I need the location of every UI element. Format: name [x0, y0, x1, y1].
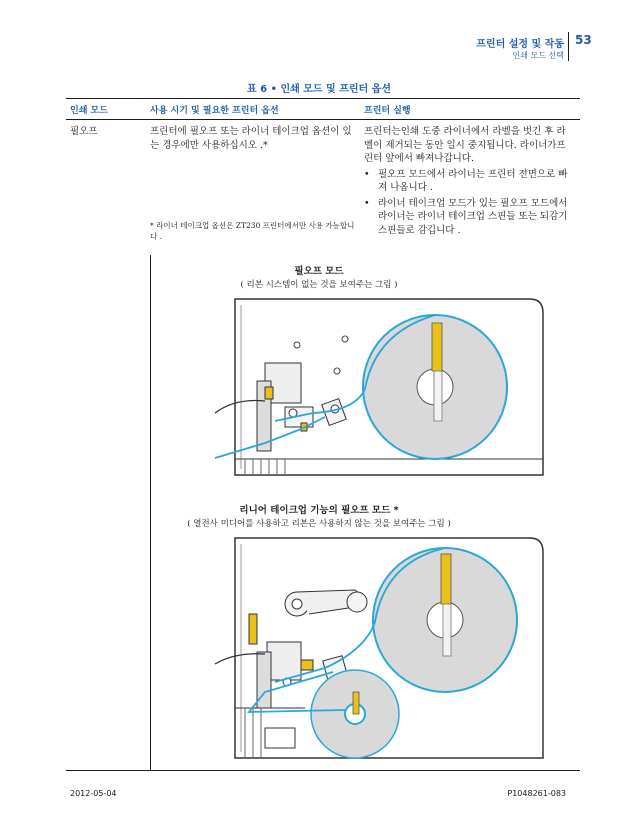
- subsection-title: 인쇄 모드 선택: [512, 51, 564, 60]
- spindle-hub: [292, 599, 302, 609]
- action-bullet: • 필오프 모드에서 라이너는 프린터 전면으로 빠져 나옵니다 .: [364, 168, 568, 193]
- section-title: 프린터 설정 및 작동: [476, 39, 564, 50]
- media-guide-yellow: [432, 323, 442, 371]
- table-bottom-rule: [66, 770, 580, 771]
- row-action: [364, 125, 574, 237]
- base-ribs: [245, 459, 285, 475]
- release-lever: [301, 660, 313, 670]
- figure2-subtitle: ( 열전사 미디어를 사용하고 리본은 사용하지 않는 것을 보여주는 그림 ): [187, 519, 451, 529]
- footer-doc-id: P1048261-083: [507, 789, 566, 798]
- row-action-intro: 프린터는인쇄 도중 라이너에서 라벨을 벗긴 후 라벨이 제거되는 동안 일시 중지됩니다. 라이너가프린터 앞에서 빠져나갑니다.: [364, 126, 566, 164]
- page-number: 53: [575, 33, 592, 47]
- frame-hole: [342, 336, 348, 342]
- printhead-assembly: [267, 642, 301, 680]
- row-mode: 필오프: [70, 126, 98, 137]
- media-hanger: [434, 371, 442, 421]
- action-bullet-text: 필오프 모드에서 라이너는 프린터 전면으로 빠져 나옵니다 .: [378, 168, 568, 193]
- header-divider: [568, 32, 569, 61]
- footer-date: 2012-05-04: [70, 789, 117, 798]
- base-panel: [265, 728, 295, 748]
- row-usage-note: * 라이너 테이크업 옵션은 ZT230 프린터에서만 사용 가능합니다 .: [150, 221, 355, 241]
- frame-hole: [294, 342, 300, 348]
- frame-hole: [334, 368, 340, 374]
- figure2-title: 리니어 테이크업 기능의 필오프 모드 *: [239, 505, 399, 516]
- table-caption: 표 6 • 인쇄 모드 및 프린터 옵션: [247, 84, 391, 95]
- action-bullet: • 라이너 테이크업 모드가 있는 필오프 모드에서 라이너는 라이너 테이크업 스핀들 또는 되감기 스핀들로 감깁니다 .: [364, 197, 568, 236]
- media-guide-yellow: [441, 554, 451, 604]
- column-header-usage: 사용 시기 및 필요한 프린터 옵션: [150, 106, 279, 116]
- figure2-liner-takeup-diagram: [205, 532, 550, 765]
- takeup-clip: [353, 692, 359, 714]
- release-lever: [265, 387, 273, 399]
- ribbon-takeup-spindle: [347, 592, 367, 612]
- takeup-lever: [249, 614, 257, 644]
- platen-block: [285, 407, 313, 427]
- figure1-subtitle: ( 리본 시스템이 없는 것을 보여주는 그림 ): [240, 280, 398, 290]
- table-header-row: [66, 98, 580, 120]
- column-header-action: 프린터 실행: [364, 106, 411, 116]
- action-bullet-text: 라이너 테이크업 모드가 있는 필오프 모드에서 라이너는 라이너 테이크업 스핀들 또는 되감기 스핀들로 감깁니다 .: [378, 197, 568, 236]
- row-usage: 프린터에 필오프 또는 라이너 테이크업 옵션이 있는 경우에만 사용하십시오 .*: [150, 126, 352, 151]
- figure1-title: 필오프 모드: [294, 266, 344, 277]
- media-hanger: [443, 604, 451, 656]
- figure1-peel-off-diagram: [205, 293, 550, 483]
- column-header-mode: 인쇄 모드: [70, 106, 108, 116]
- base-ribs: [245, 708, 261, 758]
